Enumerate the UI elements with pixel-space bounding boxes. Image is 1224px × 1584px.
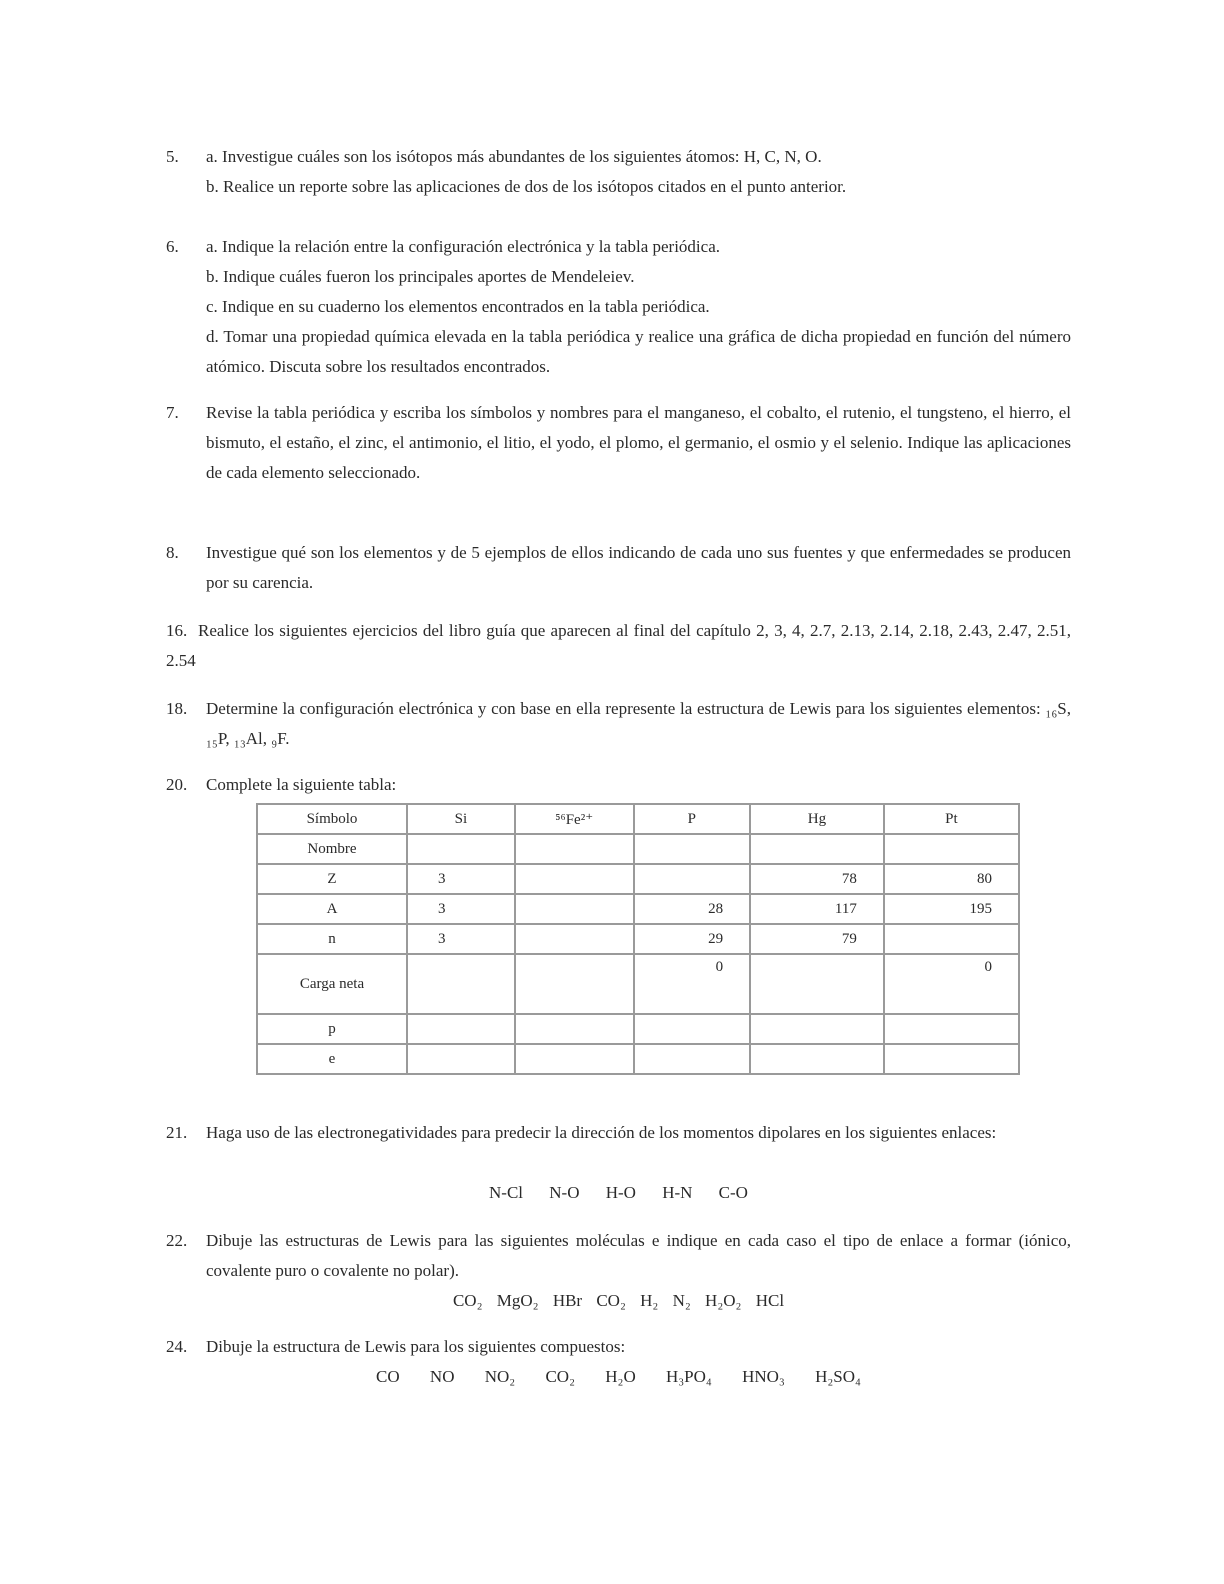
question-body bbox=[206, 142, 1071, 202]
question-16 bbox=[166, 616, 1071, 676]
question-body: Complete la siguiente tabla: bbox=[206, 775, 397, 794]
table-cell bbox=[407, 954, 515, 1014]
table-cell: Carga neta bbox=[257, 954, 407, 1014]
question-number: 8. bbox=[166, 543, 179, 562]
table-cell bbox=[515, 1044, 634, 1074]
table-cell: Si bbox=[407, 804, 515, 834]
table-row bbox=[257, 1044, 1019, 1074]
question-body: Revise la tabla periódica y escriba los símbolos y nombres para el manganeso, el cobalto, el rutenio, el tungsteno, el hierro, el bismuto, el estaño, el zinc, el antimonio, el litio, el yodo, el plomo, el germanio, el osmio y el selenio. Indique las aplicaciones de cada elemento seleccionado. bbox=[206, 403, 1071, 482]
question-number: 24. bbox=[166, 1337, 188, 1356]
question-number: 5. bbox=[166, 147, 179, 166]
question-7 bbox=[166, 398, 1071, 488]
question-body: Investigue qué son los elementos y de 5 ejemplos de ellos indicando de cada uno sus fuentes y que enfermedades se producen por su carencia. bbox=[206, 543, 1071, 592]
table-cell: 117 bbox=[750, 894, 884, 924]
table-cell bbox=[884, 924, 1019, 954]
question-body: Dibuje las estructuras de Lewis para las siguientes moléculas e indique en cada caso el tipo de enlace a formar (iónico, covalente puro o covalente no polar). bbox=[206, 1231, 1071, 1280]
question-number: 7. bbox=[166, 403, 179, 422]
question-number: 18. bbox=[166, 699, 188, 718]
table-cell: 3 bbox=[407, 864, 515, 894]
table-cell: n bbox=[257, 924, 407, 954]
table-cell bbox=[407, 834, 515, 864]
table-cell: 195 bbox=[884, 894, 1019, 924]
question-body bbox=[206, 232, 1071, 382]
question-line: a. Investigue cuáles son los isótopos más abundantes de los siguientes átomos: H, C, N, O. bbox=[206, 147, 822, 166]
table-cell: e bbox=[257, 1044, 407, 1074]
table-header-row bbox=[257, 804, 1019, 834]
question-number: 16. bbox=[166, 621, 188, 640]
table-cell bbox=[634, 864, 751, 894]
table-cell: Pt bbox=[884, 804, 1019, 834]
table-cell bbox=[515, 924, 634, 954]
question-18 bbox=[166, 694, 1071, 754]
question-line: d. Tomar una propiedad química elevada en la tabla periódica y realice una gráfica de dicha propiedad en función del número atómico. Discuta sobre los resultados encontrados. bbox=[206, 327, 1071, 376]
question-number: 20. bbox=[166, 775, 188, 794]
table-cell bbox=[515, 1014, 634, 1044]
table-cell: 28 bbox=[634, 894, 751, 924]
table-cell bbox=[750, 954, 884, 1014]
table-cell bbox=[634, 834, 751, 864]
table-cell: P bbox=[634, 804, 751, 834]
question-number: 21. bbox=[166, 1123, 188, 1142]
question-body: Determine la configuración electrónica y con base en ella represente la estructura de Lewis para los siguientes elementos: ₁₆S, ₁₅P, ₁₃Al, ₉F. bbox=[206, 699, 1071, 748]
question-line: c. Indique en su cuaderno los elementos encontrados en la tabla periódica. bbox=[206, 297, 710, 316]
table-cell: ⁵⁶Fe²⁺ bbox=[515, 804, 634, 834]
table-cell bbox=[750, 1014, 884, 1044]
question-24 bbox=[166, 1332, 1071, 1362]
table-cell: 0 bbox=[884, 954, 1019, 1014]
question-6 bbox=[166, 232, 1071, 382]
table-cell bbox=[884, 1044, 1019, 1074]
table-row bbox=[257, 834, 1019, 864]
question-body: Dibuje la estructura de Lewis para los siguientes compuestos: bbox=[206, 1337, 626, 1356]
table-cell: 78 bbox=[750, 864, 884, 894]
table-cell: 29 bbox=[634, 924, 751, 954]
table-row bbox=[257, 954, 1019, 1014]
table-cell bbox=[407, 1044, 515, 1074]
table-cell: 3 bbox=[407, 924, 515, 954]
table-cell bbox=[750, 834, 884, 864]
question-5 bbox=[166, 142, 1071, 202]
table-cell: 79 bbox=[750, 924, 884, 954]
molecules-list: CO₂ MgO₂ HBr CO₂ H₂ N₂ H₂O₂ HCl bbox=[452, 1291, 785, 1310]
question-number: 6. bbox=[166, 237, 179, 256]
table-cell: 3 bbox=[407, 894, 515, 924]
table-row bbox=[257, 924, 1019, 954]
table-cell bbox=[884, 834, 1019, 864]
table-cell bbox=[884, 1014, 1019, 1044]
table-cell bbox=[515, 954, 634, 1014]
question-body: Realice los siguientes ejercicios del libro guía que aparecen al final del capítulo 2, 3, 4, 2.7, 2.13, 2.14, 2.18, 2.43, 2.47, 2.51, 2.54 bbox=[166, 621, 1071, 670]
table-cell bbox=[515, 864, 634, 894]
compounds-list: CO NO NO₂ CO₂ H₂O H₃PO₄ HNO₃ H₂SO₄ bbox=[376, 1367, 861, 1386]
table-cell bbox=[515, 834, 634, 864]
question-number: 22. bbox=[166, 1231, 188, 1250]
question-21 bbox=[166, 1118, 1071, 1148]
table-cell: 0 bbox=[634, 954, 751, 1014]
table-cell bbox=[750, 1044, 884, 1074]
table-cell bbox=[515, 894, 634, 924]
table-cell bbox=[634, 1044, 751, 1074]
table-row bbox=[257, 864, 1019, 894]
table-cell: 80 bbox=[884, 864, 1019, 894]
question-22 bbox=[166, 1226, 1071, 1286]
question-line: b. Realice un reporte sobre las aplicaciones de dos de los isótopos citados en el punto anterior. bbox=[206, 177, 847, 196]
table-cell: p bbox=[257, 1014, 407, 1044]
table-cell: A bbox=[257, 894, 407, 924]
question-line: b. Indique cuáles fueron los principales aportes de Mendeleiev. bbox=[206, 267, 635, 286]
table-cell: Hg bbox=[750, 804, 884, 834]
question-8 bbox=[166, 538, 1071, 598]
bond-list: N-Cl N-O H-O H-N C-O bbox=[489, 1183, 748, 1202]
table-cell bbox=[407, 1014, 515, 1044]
table-cell bbox=[634, 1014, 751, 1044]
data-table bbox=[256, 803, 1020, 1075]
question-20 bbox=[166, 770, 1071, 800]
question-body: Haga uso de las electronegatividades para predecir la dirección de los momentos dipolares en los siguientes enlaces: bbox=[206, 1123, 997, 1142]
table-row bbox=[257, 894, 1019, 924]
table-cell: Nombre bbox=[257, 834, 407, 864]
question-line: a. Indique la relación entre la configuración electrónica y la tabla periódica. bbox=[206, 237, 720, 256]
table-row bbox=[257, 1014, 1019, 1044]
table-cell: Símbolo bbox=[257, 804, 407, 834]
table-cell: Z bbox=[257, 864, 407, 894]
